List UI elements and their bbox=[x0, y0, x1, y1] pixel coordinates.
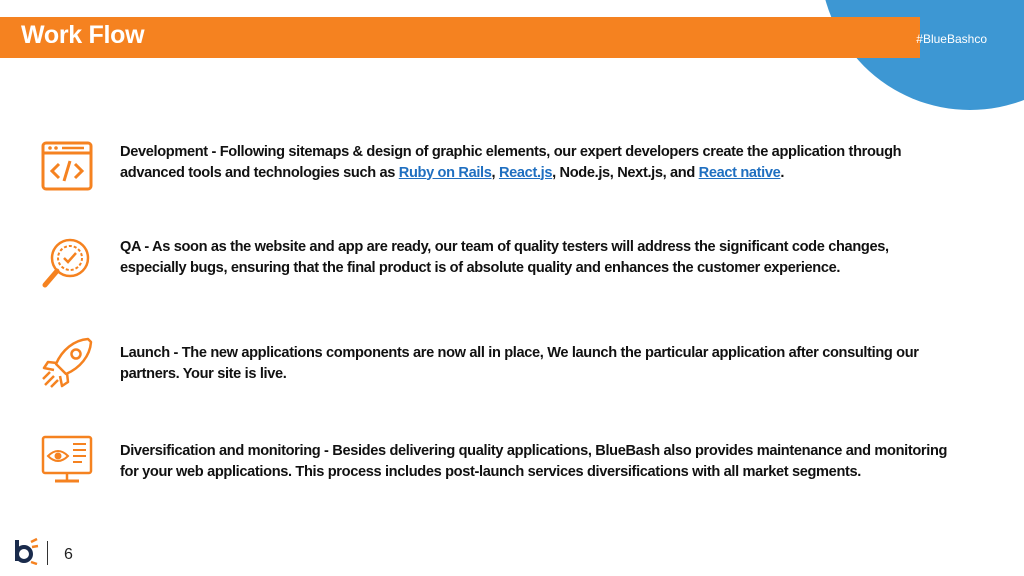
ruby-on-rails-link[interactable]: Ruby on Rails bbox=[398, 164, 492, 181]
monitoring-screen-icon bbox=[40, 434, 94, 488]
bluebash-logo bbox=[11, 537, 39, 565]
hashtag: #BlueBashco bbox=[916, 32, 987, 46]
item-text bbox=[120, 441, 950, 482]
quality-search-icon bbox=[40, 236, 94, 290]
page-number: 6 bbox=[64, 546, 73, 563]
separator: , bbox=[491, 164, 499, 181]
code-window-icon bbox=[40, 140, 94, 194]
item-body: The new applications components are now all in place, We launch the particular application after consulting our partners. Your site is live. bbox=[120, 345, 919, 382]
footer-divider bbox=[47, 541, 48, 565]
item-body: As soon as the website and app are ready, our team of quality testers will address the significant code changes, especially bugs, ensuring that the final product is of absolute quality and enhances the customer experience. bbox=[120, 239, 889, 276]
item-text bbox=[120, 142, 950, 183]
item-body-cont: , Node.js, Next.js, and bbox=[552, 164, 699, 181]
item-body: Following sitemaps & design of graphic elements, our expert developers create the application through advanced tools and technologies such as bbox=[120, 144, 902, 181]
item-body: Besides delivering quality applications, BlueBash also provides maintenance and monitoring for your web applications. This process includes post-launch services diversifications with all market segments. bbox=[120, 443, 948, 480]
page-title: Work Flow bbox=[21, 21, 145, 49]
item-lead: Launch - bbox=[120, 345, 182, 361]
item-lead: Development - bbox=[120, 144, 220, 160]
item-text bbox=[120, 237, 950, 278]
item-lead: QA - bbox=[120, 239, 153, 255]
reactjs-link[interactable]: React.js bbox=[498, 164, 553, 181]
react-native-link[interactable]: React native bbox=[698, 164, 781, 181]
item-lead: Diversification and monitoring - bbox=[120, 443, 333, 459]
item-text bbox=[120, 343, 950, 384]
period: . bbox=[780, 164, 785, 181]
rocket-icon bbox=[40, 336, 94, 390]
